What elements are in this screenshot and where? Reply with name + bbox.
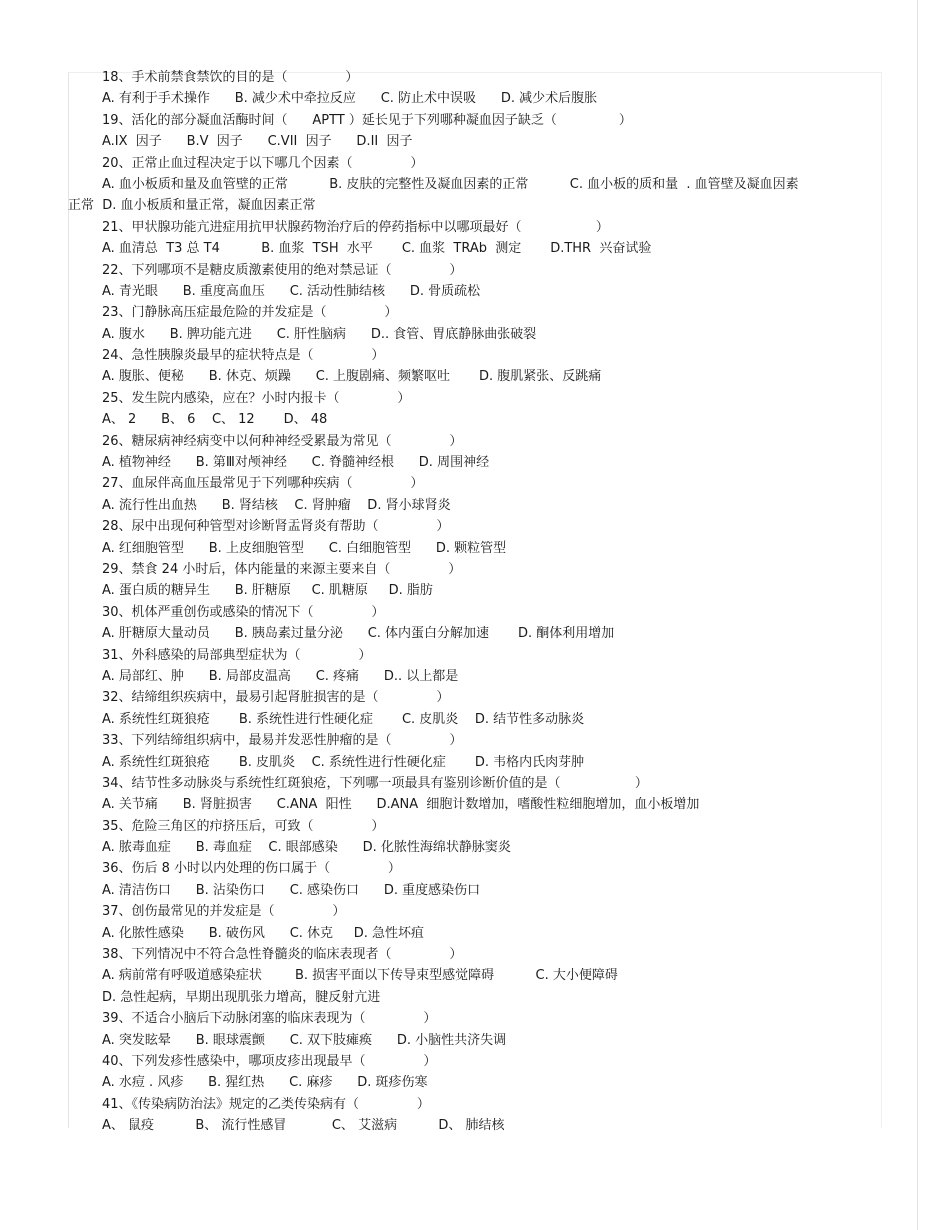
question-31: 31、外科感染的局部典型症状为（ ） xyxy=(102,647,372,663)
question-26: 26、糖尿病神经病变中以何种神经受累最为常见（ ） xyxy=(102,433,463,449)
options-19: A.IX 因子 B.V 因子 C.VII 因子 D.II 因子 xyxy=(102,134,413,150)
options-38: A. 病前常有呼吸道感染症状 B. 损害平面以下传导束型感觉障碍 C. 大小便障碍 xyxy=(102,968,618,984)
question-30: 30、机体严重创伤或感染的情况下（ ） xyxy=(102,604,385,620)
options-24: A. 腹胀、便秘 B. 休克、烦躁 C. 上腹剧痛、频繁呕吐 D. 腹肌紧张、反跳痛 xyxy=(102,369,602,385)
options-37: A. 化脓性感染 B. 破伤风 C. 休克 D. 急性坏疽 xyxy=(102,925,424,941)
question-23: 23、门静脉高压症最危险的并发症是（ ） xyxy=(102,305,398,321)
options-33: A. 系统性红斑狼疮 B. 皮肌炎 C. 系统性进行性硬化症 D. 韦格内氏肉芽肿 xyxy=(102,754,585,770)
question-21: 21、甲状腺功能亢进症用抗甲状腺药物治疗后的停药指标中以哪项最好（ ） xyxy=(102,219,609,235)
question-38: 38、下列情况中不符合急性脊髓炎的临床表现者（ ） xyxy=(102,947,463,963)
question-35: 35、危险三角区的疖挤压后，可致（ ） xyxy=(102,818,385,834)
options-31: A. 局部红、肿 B. 局部皮温高 C. 疼痛 D.. 以上都是 xyxy=(102,668,459,684)
question-list xyxy=(68,67,872,1137)
question-37: 37、创伤最常见的并发症是（ ） xyxy=(102,904,346,920)
question-25: 25、发生院内感染，应在？小时内报卡（ ） xyxy=(102,390,411,406)
question-18: 18、手术前禁食禁饮的目的是（ ） xyxy=(102,70,359,85)
question-34: 34、结节性多动脉炎与系统性红斑狼疮，下列哪一项最具有鉴别诊断价值的是（ ） xyxy=(102,775,648,791)
options-29: A. 蛋白质的糖异生 B. 肝糖原 C. 肌糖原 D. 脂肪 xyxy=(102,583,433,599)
question-27: 27、血尿伴高血压最常见于下列哪种疾病（ ） xyxy=(102,476,424,492)
question-20: 20、正常止血过程决定于以下哪几个因素（ ） xyxy=(102,155,424,171)
question-32: 32、结缔组织疾病中，最易引起肾脏损害的是（ ） xyxy=(102,690,450,706)
options-20: A. 血小板质和量及血管壁的正常 B. 皮肤的完整性及凝血因素的正常 C. 血小板的质和量 . 血管壁及凝血因素 xyxy=(102,176,799,192)
options-38-continued: D. 急性起病，早期出现肌张力增高，腱反射亢进 xyxy=(102,989,381,1005)
options-34: A. 关节痛 B. 肾脏损害 C.ANA 阳性 D.ANA 细胞计数增加，嗜酸性粒细胞增加，血小板增加 xyxy=(102,797,700,813)
options-21: A. 血清总 T3 总 T4 B. 血浆 TSH 水平 C. 血浆 TRAb 测定 D.THR 兴奋试验 xyxy=(102,241,652,257)
options-22: A. 青光眼 B. 重度高血压 C. 活动性肺结核 D. 骨质疏松 xyxy=(102,283,481,299)
page-edge-divider xyxy=(917,0,918,1230)
question-39: 39、不适合小脑后下动脉闭塞的临床表现为（ ） xyxy=(102,1011,437,1027)
question-28: 28、尿中出现何种管型对诊断肾盂肾炎有帮助（ ） xyxy=(102,519,450,535)
question-19: 19、活化的部分凝血活酶时间（ APTT ）延长见于下列哪种凝血因子缺乏（ ） xyxy=(102,112,632,128)
options-25: A、 2 B、 6 C、 12 D、 48 xyxy=(102,412,328,428)
options-27: A. 流行性出血热 B. 肾结核 C. 肾肿瘤 D. 肾小球肾炎 xyxy=(102,497,451,513)
options-23: A. 腹水 B. 脾功能亢进 C. 肝性脑病 D.. 食管、胃底静脉曲张破裂 xyxy=(102,326,537,342)
question-41: 41、《传染病防治法》规定的乙类传染病有（ ） xyxy=(102,1096,430,1112)
options-30: A. 肝糖原大量动员 B. 胰岛素过量分泌 C. 体内蛋白分解加速 D. 酮体利用增加 xyxy=(102,626,615,642)
options-41: A、 鼠疫 B、 流行性感冒 C、 艾滋病 D、 肺结核 xyxy=(102,1118,505,1134)
options-35: A. 脓毒血症 B. 毒血症 C. 眼部感染 D. 化脓性海绵状静脉窦炎 xyxy=(102,840,511,856)
question-24: 24、急性胰腺炎最早的症状特点是（ ） xyxy=(102,348,385,364)
options-28: A. 红细胞管型 B. 上皮细胞管型 C. 白细胞管型 D. 颗粒管型 xyxy=(102,540,507,556)
options-40: A. 水痘 . 风疹 B. 猩红热 C. 麻疹 D. 斑疹伤寒 xyxy=(102,1075,428,1091)
question-36: 36、伤后 8 小时以内处理的伤口属于（ ） xyxy=(102,861,401,877)
options-36: A. 清洁伤口 B. 沾染伤口 C. 感染伤口 D. 重度感染伤口 xyxy=(102,882,481,898)
options-39: A. 突发眩晕 B. 眼球震颤 C. 双下肢瘫痪 D. 小脑性共济失调 xyxy=(102,1032,507,1048)
question-40: 40、下列发疹性感染中，哪项皮疹出现最早（ ） xyxy=(102,1053,437,1069)
question-22: 22、下列哪项不是糖皮质激素使用的绝对禁忌证（ ） xyxy=(102,262,463,278)
options-32: A. 系统性红斑狼疮 B. 系统性进行性硬化症 C. 皮肌炎 D. 结节性多动脉炎 xyxy=(102,711,585,727)
options-26: A. 植物神经 B. 第Ⅲ对颅神经 C. 脊髓神经根 D. 周围神经 xyxy=(102,455,490,471)
options-18: A. 有利于手术操作 B. 减少术中牵拉反应 C. 防止术中误吸 D. 减少术后腹胀 xyxy=(102,91,598,107)
options-20-continued: 正常 D. 血小板质和量正常，凝血因素正常 xyxy=(68,198,316,214)
question-33: 33、下列结缔组织病中，最易并发恶性肿瘤的是（ ） xyxy=(102,733,463,749)
question-29: 29、禁食 24 小时后，体内能量的来源主要来自（ ） xyxy=(102,561,462,577)
